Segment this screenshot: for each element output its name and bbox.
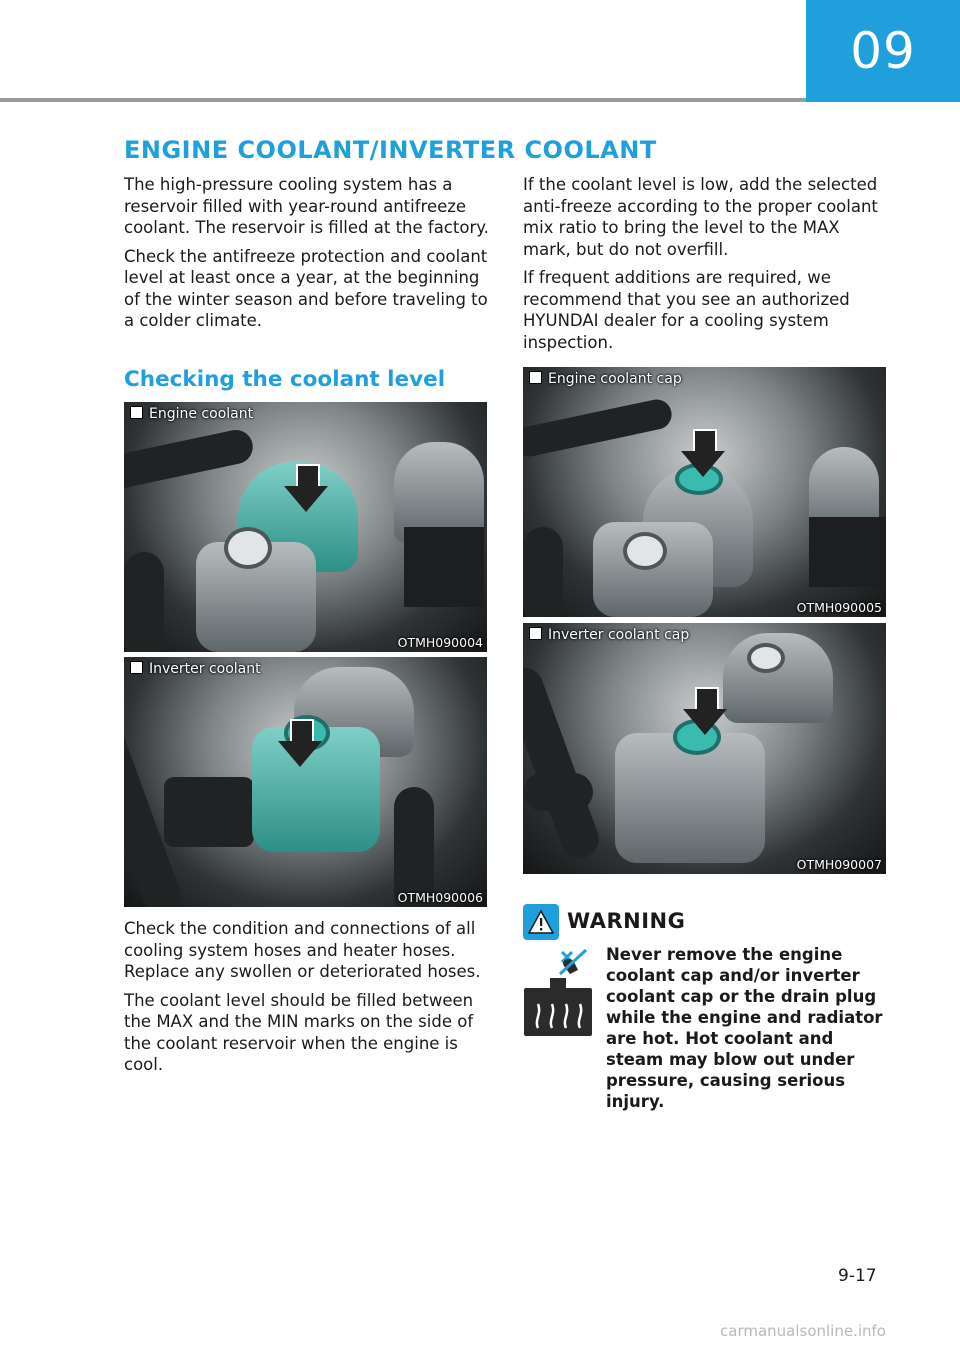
figure-code: OTMH090005 [796, 600, 882, 615]
warning-triangle-icon [523, 904, 559, 940]
hot-coolant-warning-icon [522, 948, 594, 1040]
figure-label: Inverter coolant [130, 661, 261, 677]
engine-coolant-cap-photo [523, 367, 886, 617]
left-column-hoses [124, 918, 489, 1083]
warning-title: WARNING [567, 909, 686, 933]
paragraph: Check the condition and connections of all cooling system hoses and heater hoses. Replace any swollen or deteriorated hoses. [124, 919, 481, 981]
inverter-coolant-cap-photo [523, 623, 886, 874]
figure-label: Engine coolant [130, 406, 253, 422]
figure-label: Engine coolant cap [529, 371, 682, 387]
square-bullet-icon [529, 371, 542, 384]
paragraph: Check the antifreeze protection and coolant level at least once a year, at the beginning of the winter season and before traveling to a colder climate. [124, 246, 488, 330]
page-number: 9-17 [838, 1266, 877, 1286]
square-bullet-icon [529, 627, 542, 640]
inverter-coolant-photo [124, 657, 487, 907]
chapter-tab: 09 [806, 0, 960, 102]
figure-code: OTMH090004 [397, 635, 483, 650]
square-bullet-icon [130, 406, 143, 419]
section-title: ENGINE COOLANT/INVERTER COOLANT [124, 136, 657, 164]
left-column-intro [124, 174, 489, 339]
figure-code: OTMH090007 [796, 857, 882, 872]
square-bullet-icon [130, 661, 143, 674]
paragraph: The high-pressure cooling system has a reservoir filled with year-round antifreeze coolant. The reservoir is filled at the factory. [124, 175, 489, 237]
engine-coolant-photo [124, 402, 487, 652]
warning-text: Never remove the engine coolant cap and/or inverter coolant cap or the drain plug while the engine and radiator are hot. Hot coolant and steam may blow out under pressure, causing serious injury. [606, 945, 883, 1111]
paragraph: If the coolant level is low, add the selected anti-freeze according to the proper coolant mix ratio to bring the level to the MAX mark, but do not overfill. [523, 175, 878, 259]
paragraph: If frequent additions are required, we recommend that you see an authorized HYUNDAI dealer for a cooling system inspection. [523, 268, 850, 352]
watermark: carmanualsonline.info [720, 1322, 886, 1340]
right-column-intro [523, 174, 888, 360]
figure-label: Inverter coolant cap [529, 627, 689, 643]
header-rule [0, 98, 806, 102]
subheading: Checking the coolant level [124, 367, 446, 392]
paragraph: The coolant level should be filled between the MAX and the MIN marks on the side of the coolant reservoir when the engine is cool. [124, 990, 474, 1074]
figure-code: OTMH090006 [397, 890, 483, 905]
